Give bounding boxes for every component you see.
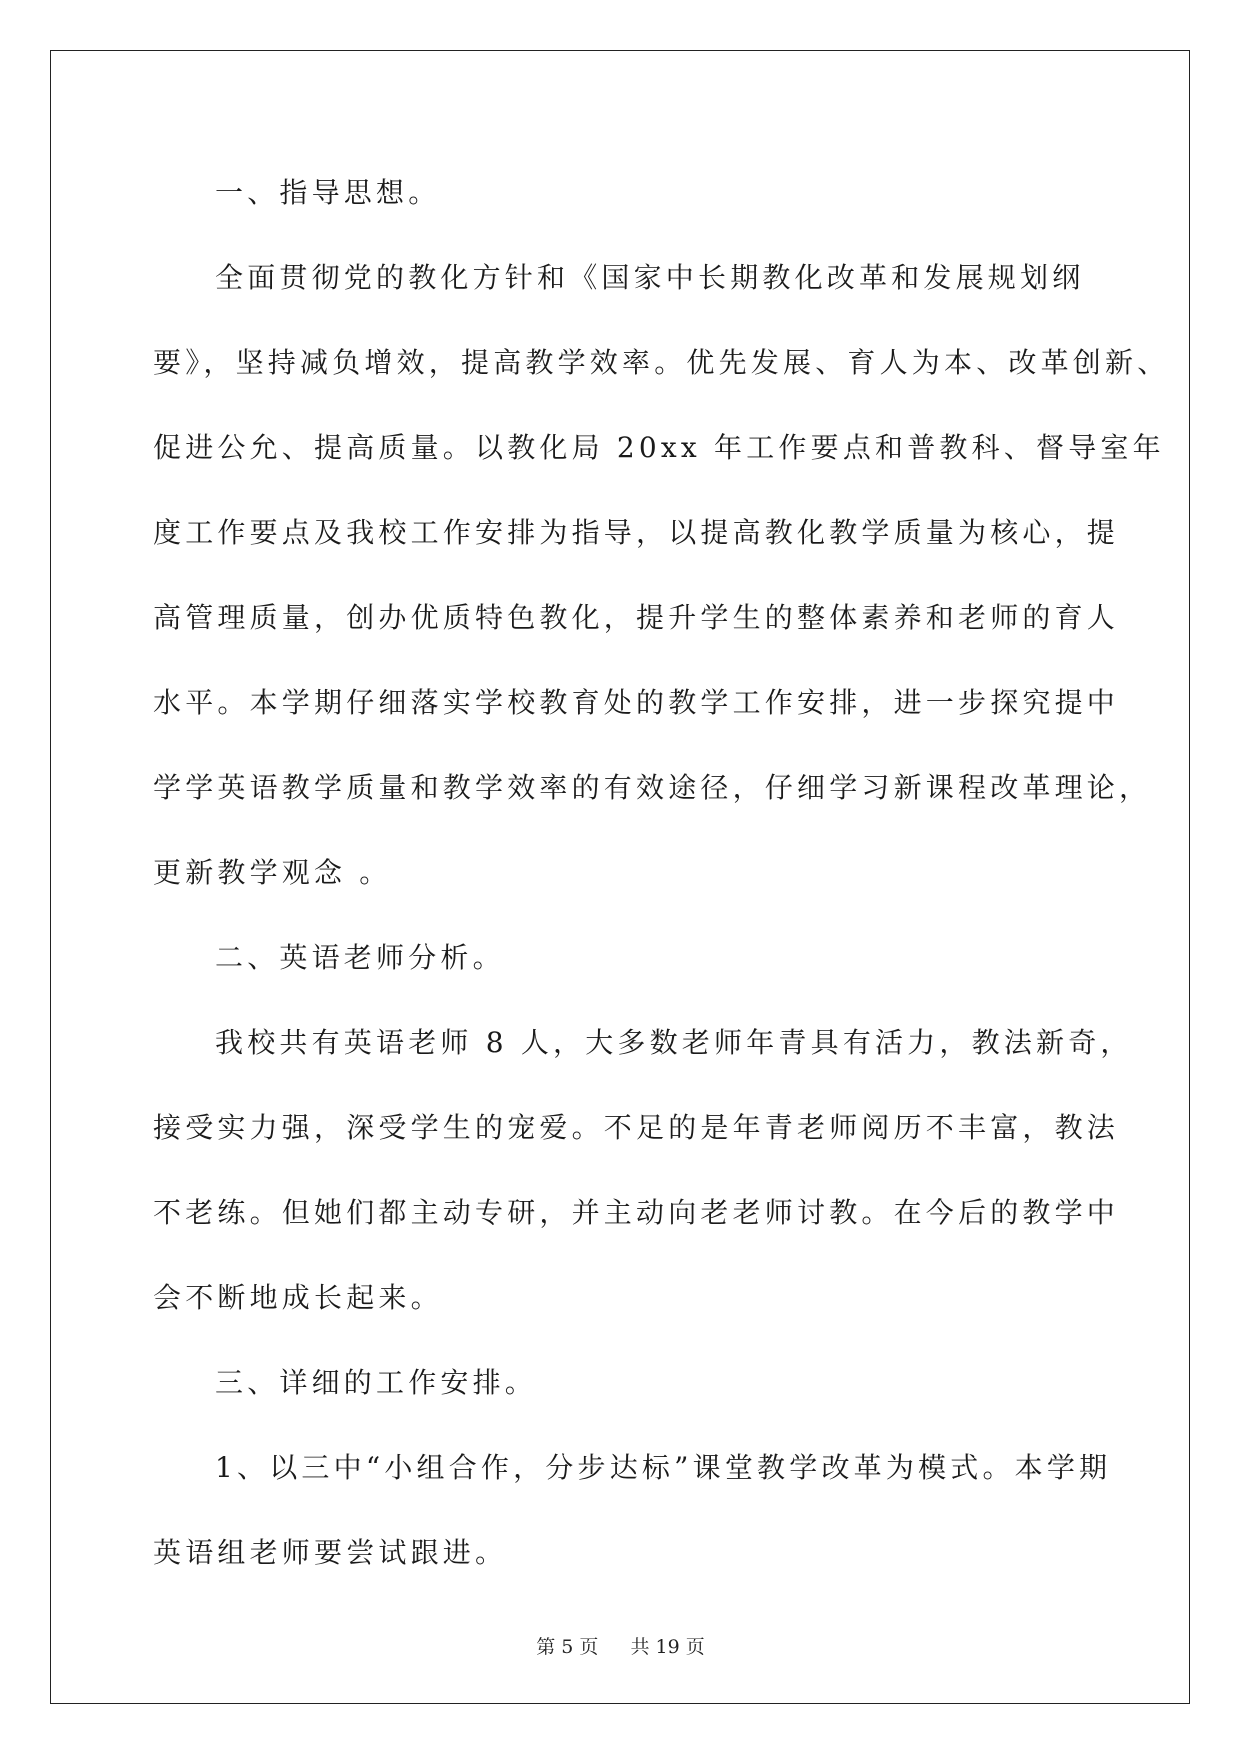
paragraph-line: 我校共有英语老师 8 人，大多数老师年青具有活力，教法新奇， [215,1026,1133,1059]
heading-teacher-analysis: 二、英语老师分析。 [215,941,505,974]
paragraph-line: 学学英语教学质量和教学效率的有效途径，仔细学习新课程改革理论， [153,771,1152,804]
paragraph-line: 度工作要点及我校工作安排为指导，以提高教化教学质量为核心，提 [153,516,1120,549]
paragraph-line: 促进公允、提高质量。以教化局 20xx 年工作要点和普教科、督导室年 [153,431,1165,464]
heading-guiding-ideology: 一、指导思想。 [215,176,441,209]
document-body [153,158,1170,1603]
paragraph-line: 英语组老师要尝试跟进。 [153,1536,508,1569]
heading-work-arrangement: 三、详细的工作安排。 [215,1366,538,1399]
page-total: 共 19 页 [630,1636,705,1658]
paragraph-line: 要》，坚持减负增效，提高教学效率。优先发展、育人为本、改革创新、 [153,346,1170,379]
paragraph-line: 接受实力强，深受学生的宠爱。不足的是年青老师阅历不丰富，教法 [153,1111,1120,1144]
paragraph-line: 更新教学观念 。 [153,856,392,889]
paragraph-line: 高管理质量，创办优质特色教化，提升学生的整体素养和老师的育人 [153,601,1120,634]
paragraph-line: 会不断地成长起来。 [153,1281,443,1314]
paragraph-line: 不老练。但她们都主动专研，并主动向老老师讨教。在今后的教学中 [153,1196,1120,1229]
page-number: 第 5 页 [536,1636,599,1658]
paragraph-line: 水平。本学期仔细落实学校教育处的教学工作安排，进一步探究提中 [153,686,1120,719]
paragraph-line: 全面贯彻党的教化方针和《国家中长期教化改革和发展规划纲 [215,261,1085,294]
paragraph-line: 1、以三中“小组合作，分步达标”课堂教学改革为模式。本学期 [215,1451,1112,1484]
page-footer [0,1632,1241,1659]
